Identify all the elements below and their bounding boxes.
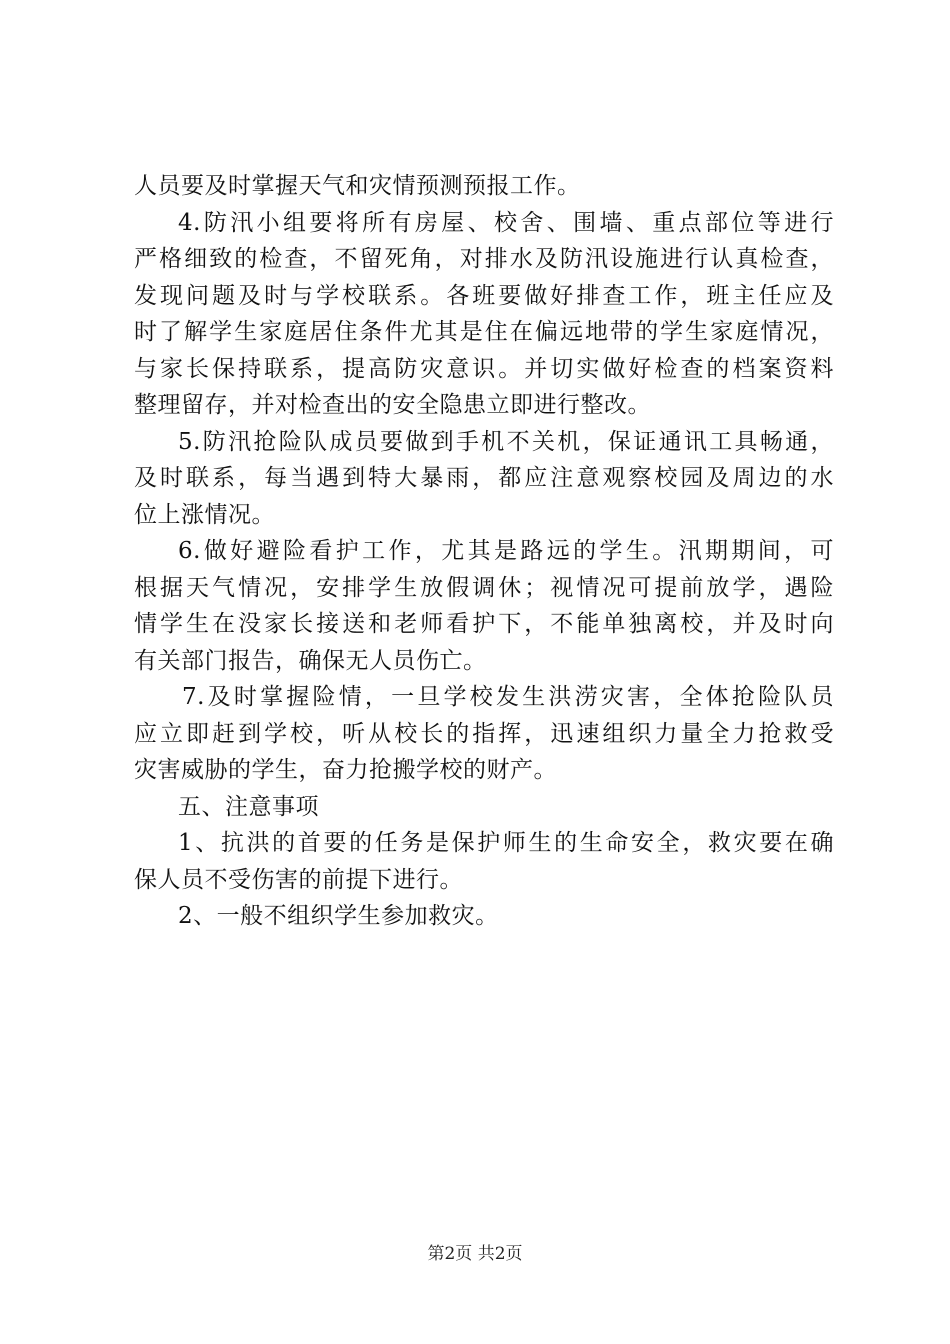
text-line: 发现问题及时与学校联系。各班要做好排查工作，班主任应及 [134, 282, 834, 309]
text-line: 情学生在没家长接送和老师看护下，不能单独离校，并及时向 [134, 611, 834, 637]
text-line: 6.做好避险看护工作，尤其是路远的学生。汛期期间，可 [178, 538, 834, 564]
text-line: 保人员不受伤害的前提下进行。 [134, 866, 463, 893]
document-body [134, 168, 834, 935]
text-line: 整理留存，并对检查出的安全隐患立即进行整改。 [134, 392, 651, 418]
text-line: 与家长保持联系，提高防灾意识。并切实做好检查的档案资料 [134, 355, 834, 382]
text-line: 严格细致的检查，不留死角，对排水及防汛设施进行认真检查， [134, 246, 834, 272]
text-line: 位上涨情况。 [134, 501, 275, 528]
page-number: 第2页 共2页 [427, 1244, 523, 1264]
text-line: 及时联系，每当遇到特大暴雨，都应注意观察校园及周边的水 [134, 465, 834, 491]
text-line: 人员要及时掌握天气和灾情预测预报工作。 [134, 173, 581, 199]
text-line: 灾害威胁的学生，奋力抢搬学校的财产。 [134, 757, 557, 783]
text-line: 时了解学生家庭居住条件尤其是住在偏远地带的学生家庭情况， [134, 319, 834, 345]
text-line: 4.防汛小组要将所有房屋、校舍、围墙、重点部位等进行 [178, 209, 834, 236]
text-line: 1、抗洪的首要的任务是保护师生的生命安全，救灾要在确 [178, 830, 834, 856]
text-line: 2、一般不组织学生参加救灾。 [178, 903, 499, 929]
text-line: 根据天气情况，安排学生放假调休；视情况可提前放学，遇险 [134, 574, 834, 601]
text-line: 有关部门报告，确保无人员伤亡。 [134, 647, 487, 674]
text-line: 应立即赶到学校，听从校长的指挥，迅速组织力量全力抢救受 [134, 720, 834, 747]
text-line: 5.防汛抢险队成员要做到手机不关机，保证通讯工具畅通， [178, 428, 834, 455]
text-line: 7.及时掌握险情，一旦学校发生洪涝灾害，全体抢险队员 [182, 684, 834, 710]
section-heading: 五、注意事项 [178, 793, 319, 820]
